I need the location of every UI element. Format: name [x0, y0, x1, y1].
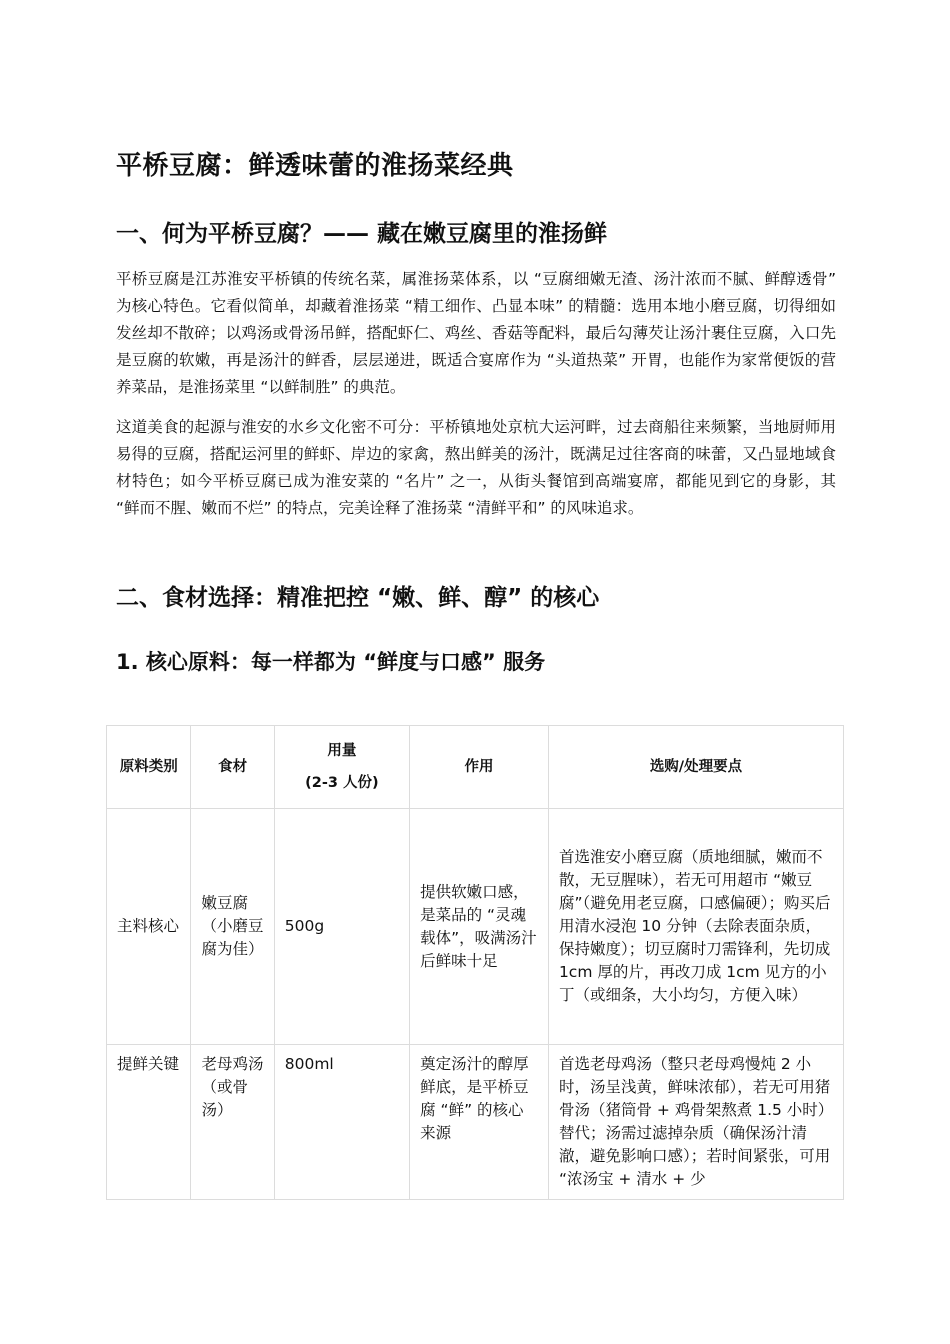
cell-category: 提鲜关键 [107, 1045, 191, 1200]
cell-function: 奠定汤汁的醇厚鲜底，是平桥豆腐 “鲜” 的核心来源 [410, 1045, 549, 1200]
table-row [107, 809, 844, 1045]
cell-function: 提供软嫩口感，是菜品的 “灵魂载体”，吸满汤汁后鲜味十足 [410, 809, 549, 1045]
cell-amount: 800ml [274, 1045, 409, 1200]
cell-ingredient: 嫩豆腐（小磨豆腐为佳） [191, 809, 274, 1045]
header-amount [274, 726, 409, 809]
header-function: 作用 [410, 726, 549, 809]
section1-paragraph-2: 这道美食的起源与淮安的水乡文化密不可分：平桥镇地处京杭大运河畔，过去商船往来频繁，当地厨师用易得的豆腐，搭配运河里的鲜虾、岸边的家禽，熬出鲜美的汤汁，既满足过往客商的味蕾，又凸显地域食材特色；如今平桥豆腐已成为淮安菜的 “名片” 之一，从街头餐馆到高端宴席，都能见到它的身影，其 “鲜而不腥、嫩而不烂” 的特点，完美诠释了淮扬菜 “清鲜平和” 的风味追求。 [116, 418, 836, 517]
ingredients-table [106, 725, 844, 1200]
cell-amount: 500g [274, 809, 409, 1045]
page-title: 平桥豆腐：鲜透味蕾的淮扬菜经典 [116, 151, 514, 181]
cell-ingredient: 老母鸡汤（或骨汤） [191, 1045, 274, 1200]
header-ingredient: 食材 [191, 726, 274, 809]
cell-tips: 首选老母鸡汤（整只老母鸡慢炖 2 小时，汤呈浅黄，鲜味浓郁），若无可用猪骨汤（猪筒骨 + 鸡骨架熬煮 1.5 小时）替代；汤需过滤掉杂质（确保汤汁清澈，避免影响口感）；若时间紧张，可用 “浓汤宝 + 清水 + 少 [548, 1045, 843, 1200]
section-heading-2: 二、食材选择：精准把控 “嫩、鲜、醇” 的核心 [116, 585, 600, 611]
header-amount-label: 用量 [327, 742, 357, 759]
section1-paragraph-1: 平桥豆腐是江苏淮安平桥镇的传统名菜，属淮扬菜体系，以 “豆腐细嫩无渣、汤汁浓而不腻、鲜醇透骨” 为核心特色。它看似简单，却藏着淮扬菜 “精工细作、凸显本味” 的精髓：选用本地小磨豆腐，切得细如发丝却不散碎；以鸡汤或骨汤吊鲜，搭配虾仁、鸡丝、香菇等配料，最后勾薄芡让汤汁裹住豆腐，入口先是豆腐的软嫩，再是汤汁的鲜香，层层递进，既适合宴席作为 “头道热菜” 开胃，也能作为家常便饭的营养菜品，是淮扬菜里 “以鲜制胜” 的典范。 [116, 270, 836, 396]
header-category: 原料类别 [107, 726, 191, 809]
table-header-row [107, 726, 844, 809]
subsection-heading-1: 1. 核心原料：每一样都为 “鲜度与口感” 服务 [116, 650, 546, 674]
table-row [107, 1045, 844, 1200]
section-heading-1: 一、何为平桥豆腐？—— 藏在嫩豆腐里的淮扬鲜 [116, 221, 608, 247]
cell-category: 主料核心 [107, 809, 191, 1045]
cell-tips: 首选淮安小磨豆腐（质地细腻，嫩而不散，无豆腥味），若无可用超市 “嫩豆腐”（避免用老豆腐，口感偏硬）；购买后用清水浸泡 10 分钟（去除表面杂质，保持嫩度）；切豆腐时刀需锋利，先切成 1cm 厚的片，再改刀成 1cm 见方的小丁（或细条，大小均匀，方便入味） [548, 809, 843, 1045]
header-tips: 选购/处理要点 [548, 726, 843, 809]
header-amount-unit: (2-3 人份) [305, 774, 379, 791]
